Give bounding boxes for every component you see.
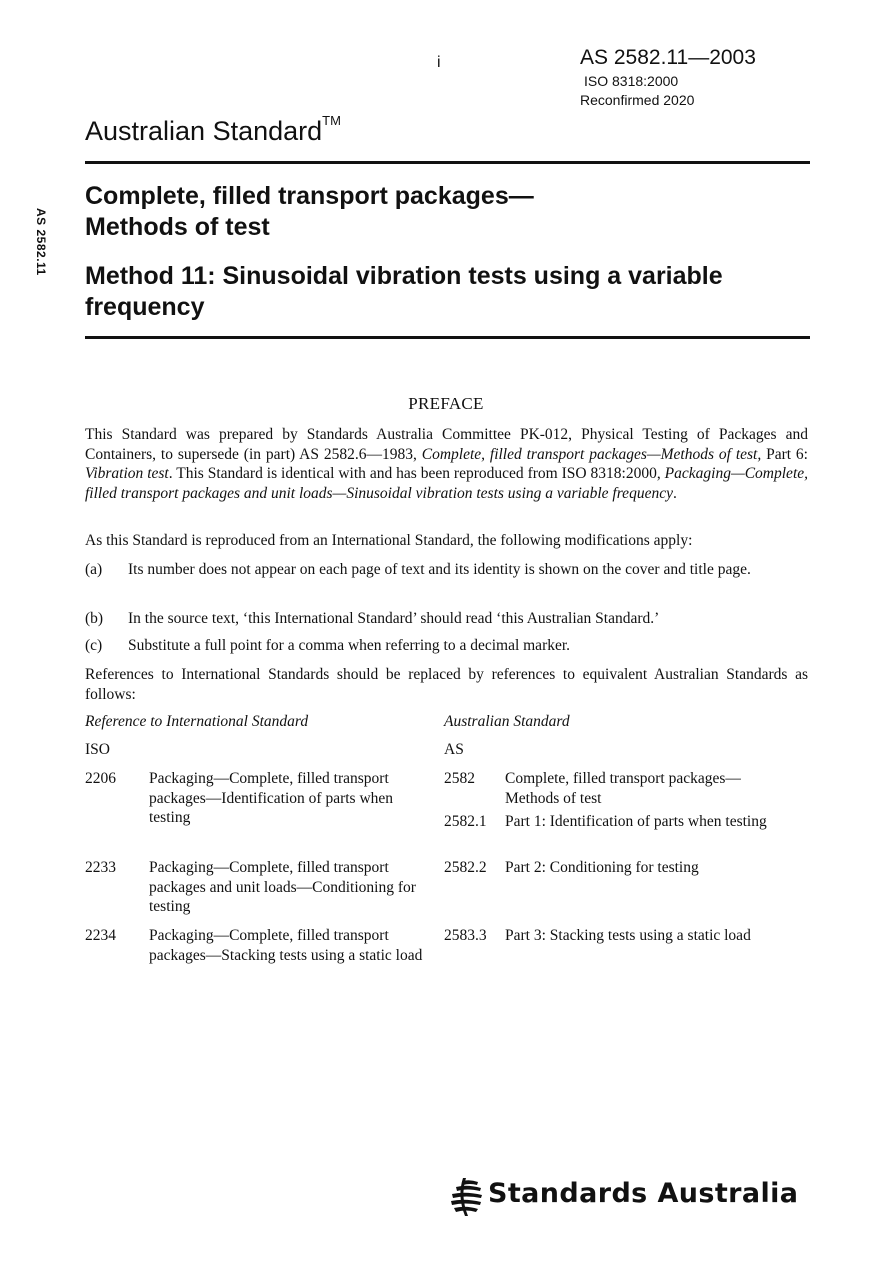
- reconfirmed-note: Reconfirmed 2020: [580, 92, 695, 108]
- as-number: 2582.2: [444, 859, 487, 876]
- iso-reference: ISO 8318:2000: [584, 73, 679, 89]
- p1-text-a: This Standard was prepared by Standards Australia Committee PK-012, Physical Testing of Packages and Containers, to supersede (in part) AS 2582.6—1983,: [85, 426, 808, 463]
- iso-number: 2206: [85, 770, 116, 787]
- preface-heading: PREFACE: [408, 394, 484, 413]
- modification-item: [85, 636, 808, 656]
- preface-paragraph-1: [85, 425, 808, 503]
- item-text: Its number does not appear on each page of text and its identity is shown on the cover and title page.: [128, 561, 751, 578]
- iso-number: 2233: [85, 859, 116, 876]
- p1-text-g: .: [672, 484, 677, 502]
- title-line-2: Methods of test: [85, 213, 270, 241]
- method-title-line-2: frequency: [85, 293, 205, 321]
- standards-australia-logo-icon: [448, 1178, 484, 1216]
- as-number: 2582: [444, 770, 475, 787]
- p1-citation-title: Complete, filled transport packages—Methods of test,: [421, 445, 762, 463]
- iso-title: Packaging—Complete, filled transport packages and unit loads—Conditioning for testing: [149, 859, 416, 915]
- iso-number: 2234: [85, 927, 116, 944]
- top-rule: [85, 161, 810, 164]
- item-text: Substitute a full point for a comma when referring to a decimal marker.: [128, 637, 571, 654]
- ref-col-left-heading: Reference to International Standard: [85, 713, 309, 730]
- as-title: Complete, filled transport packages—Methods of test: [505, 770, 741, 807]
- as-title: Part 1: Identification of parts when testing: [505, 813, 767, 830]
- bottom-rule: [85, 336, 810, 339]
- ref-right-prefix: AS: [444, 741, 464, 758]
- p1-text-e: . This Standard is identical with and has been reproduced from ISO 8318:2000,: [168, 465, 665, 482]
- modification-item: [85, 609, 808, 629]
- trademark-mark: TM: [322, 113, 341, 128]
- title-line-1: Complete, filled transport packages—: [85, 182, 534, 210]
- item-label: (b): [85, 610, 104, 627]
- as-title: Part 2: Conditioning for testing: [505, 859, 699, 876]
- method-title-line-1: Method 11: Sinusoidal vibration tests using a variable: [85, 262, 723, 290]
- preface-paragraph-3: References to International Standards should be replaced by references to equivalent Australian Standards as follows:: [85, 666, 808, 703]
- method-title: [85, 261, 805, 323]
- as-number: 2583.3: [444, 927, 487, 944]
- side-label: AS 2582.11: [34, 208, 48, 276]
- p1-text-c: Part 6:: [761, 445, 808, 463]
- item-label: (c): [85, 637, 103, 654]
- item-label: (a): [85, 561, 103, 578]
- modification-item: [85, 560, 808, 580]
- as-number: 2582.1: [444, 813, 487, 830]
- iso-title: Packaging—Complete, filled transport packages—Identification of parts when testing: [149, 770, 394, 826]
- page-number: i: [437, 54, 441, 71]
- p1-iso-title: Packaging—Complete, filled transport packages and unit loads—Sinusoidal vibration tests using a variable frequency: [85, 465, 809, 502]
- standards-australia-logo-text: Standards Australia: [488, 1178, 799, 1209]
- p1-part-title: Vibration test: [85, 465, 169, 482]
- ref-col-right-heading: Australian Standard: [444, 713, 570, 730]
- preface-paragraph-2: As this Standard is reproduced from an International Standard, the following modifications apply:: [85, 532, 693, 549]
- document-title: [85, 181, 805, 243]
- ref-left-prefix: ISO: [85, 741, 110, 758]
- australian-standard-heading: [85, 113, 341, 147]
- australian-standard-text: Australian Standard: [85, 116, 323, 146]
- iso-title: Packaging—Complete, filled transport packages—Stacking tests using a static load: [149, 927, 423, 964]
- standard-number: AS 2582.11—2003: [580, 46, 756, 69]
- item-text: In the source text, ‘this International Standard’ should read ‘this Australian Standard.’: [128, 610, 660, 627]
- as-title: Part 3: Stacking tests using a static load: [505, 927, 751, 944]
